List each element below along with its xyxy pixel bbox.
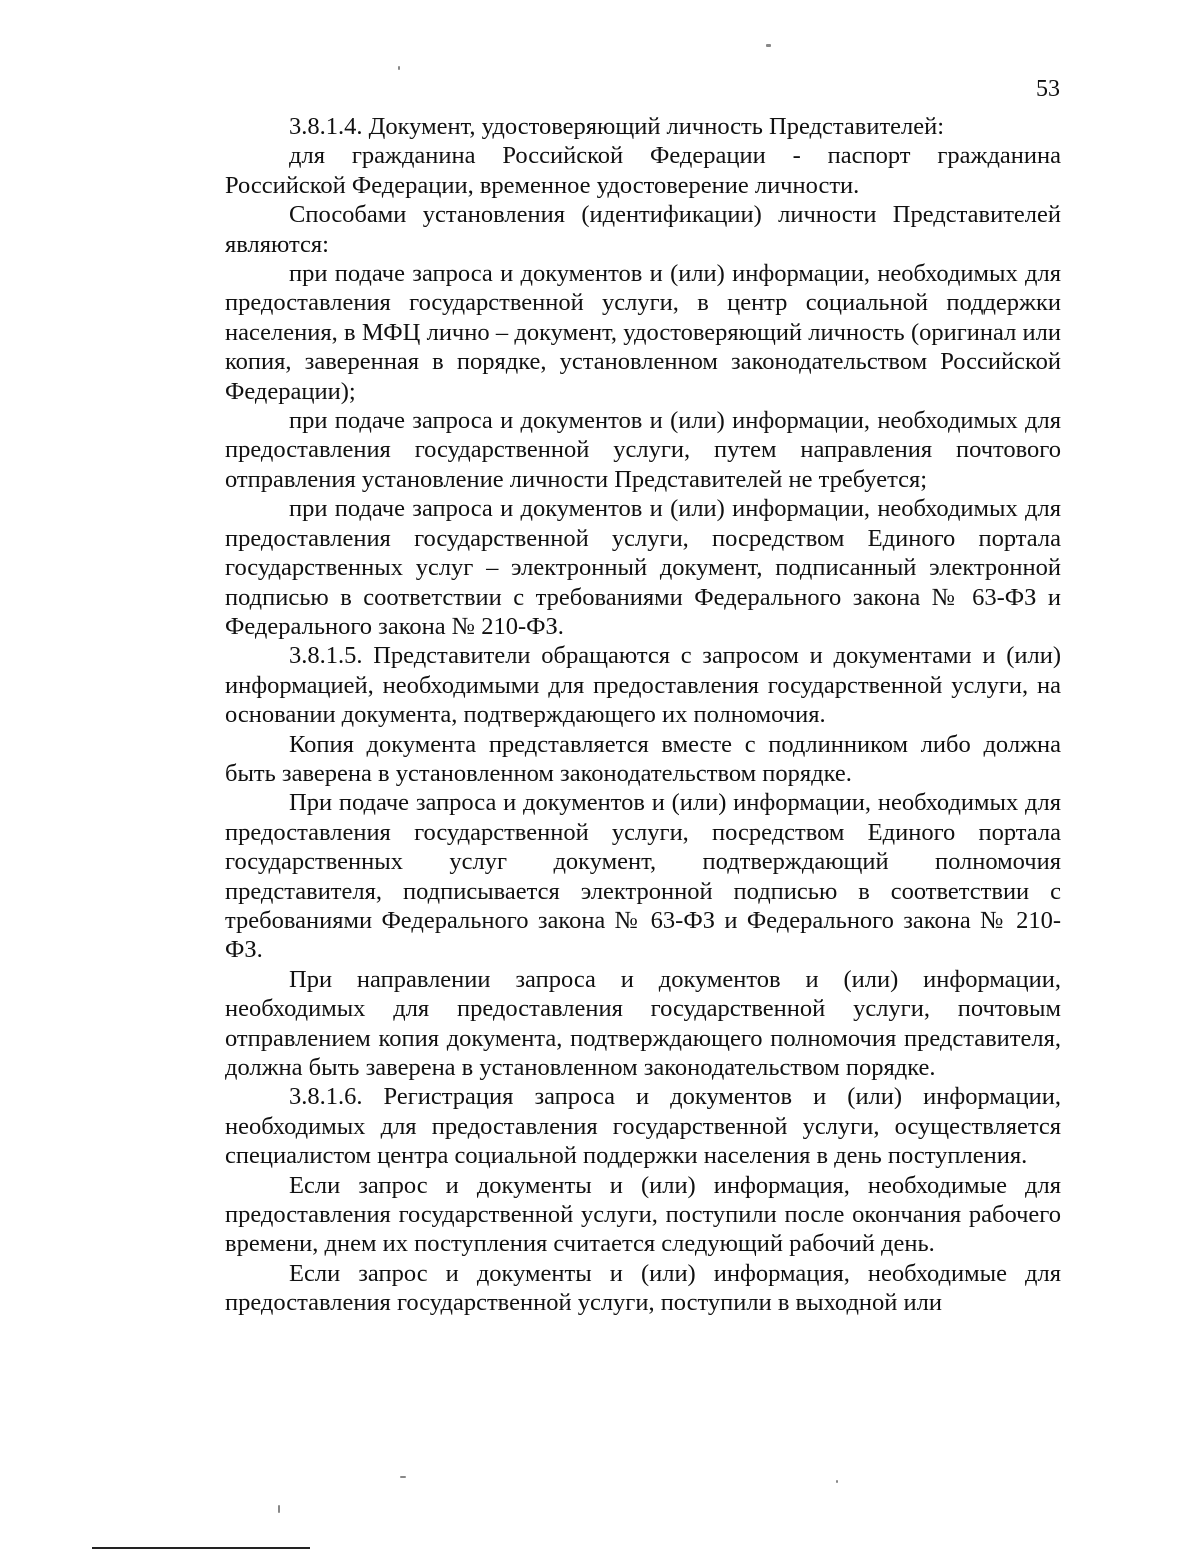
footnote-divider [92, 1547, 310, 1549]
page-number: 53 [1036, 76, 1060, 102]
paragraph-3-8-1-5: 3.8.1.5. Представители обращаются с запросом и документами и (или) информацией, необходимыми для предоставления государственной услуги, на основании документа, подтверждающего их полномочия. [225, 642, 1061, 729]
paragraph-in-person: при подаче запроса и документов и (или) информации, необходимых для предоставления государственной услуги, в центр социальной поддержки населения, в МФЦ лично – документ, удостоверяющий личность (оригинал или копия, заверенная в порядке, установленном законодательством Российской Федерации); [225, 260, 1061, 405]
scan-speck [836, 1480, 838, 1483]
scan-speck [278, 1505, 280, 1513]
paragraph-portal-authority: При подаче запроса и документов и (или) информации, необходимых для предоставления государственной услуги, посредством Единого портала государственных услуг документ, подтверждающий полномочия представителя, подписывается электронной подписью в соответствии с требованиями Федерального закона № 63-ФЗ и Федерального закона № 210-ФЗ. [225, 789, 1061, 964]
paragraph-3-8-1-6: 3.8.1.6. Регистрация запроса и документов и (или) информации, необходимых для предоставления государственной услуги, осуществляется специалистом центра социальной поддержки населения в день поступления. [225, 1083, 1061, 1170]
paragraph-3-8-1-4: 3.8.1.4. Документ, удостоверяющий личность Представителей: [289, 113, 945, 140]
paragraph-weekend: Если запрос и документы и (или) информация, необходимые для предоставления государственной услуги, поступили в выходной или [225, 1259, 1061, 1317]
paragraph-citizen-passport: для гражданина Российской Федерации - паспорт гражданина Российской Федерации, временное удостоверение личности. [225, 142, 1061, 199]
document-body [225, 112, 1061, 1318]
paragraph-postal-authority: При направлении запроса и документов и (или) информации, необходимых для предоставления государственной услуги, почтовым отправлением копия документа, подтверждающего полномочия представителя, должна быть заверена в установленном законодательством порядке. [225, 965, 1061, 1081]
scan-speck [400, 1476, 406, 1478]
scan-speck [766, 44, 771, 47]
paragraph-copy-certified: Копия документа представляется вместе с подлинником либо должна быть заверена в установленном законодательством порядке. [225, 730, 1061, 787]
paragraph-by-post: при подаче запроса и документов и (или) информации, необходимых для предоставления государственной услуги, путем направления почтового отправления установление личности Представителей не требуется; [225, 407, 1061, 493]
paragraph-via-portal: при подаче запроса и документов и (или) информации, необходимых для предоставления государственной услуги, посредством Единого портала государственных услуг – электронный документ, подписанный электронной подписью в соответствии с требованиями Федерального закона № 63-ФЗ и Федерального закона № 210-ФЗ. [225, 495, 1061, 640]
paragraph-identification-methods: Способами установления (идентификации) личности Представителей являются: [225, 201, 1061, 258]
scan-speck [398, 66, 400, 70]
paragraph-after-hours: Если запрос и документы и (или) информация, необходимые для предоставления государственной услуги, поступили после окончания рабочего времени, днем их поступления считается следующий рабочий день. [225, 1171, 1061, 1258]
